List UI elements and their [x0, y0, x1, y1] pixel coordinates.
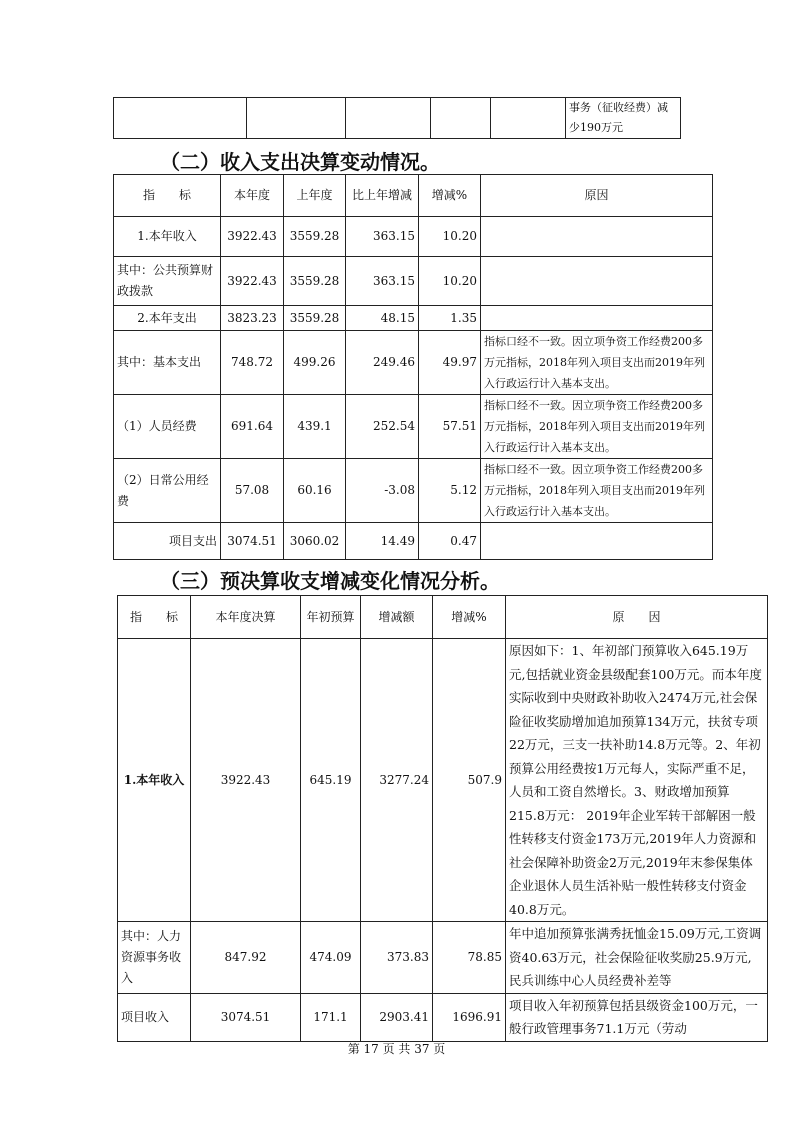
header-cell: 增减% [433, 596, 506, 639]
header-cell: 指 标 [114, 175, 221, 217]
table-row: 2.本年支出 3823.23 3559.28 48.15 1.35 [114, 306, 713, 331]
table-row: 1.本年收入 3922.43 3559.28 363.15 10.20 [114, 217, 713, 257]
page-number: 第 17 页 共 37 页 [347, 1042, 446, 1056]
table-row: 其中：基本支出 748.72 499.26 249.46 49.97 指标口经不一致。因立项争资工作经费200多万元指标，2018年列入项目支出而2019年列入行政运行计入基本支出。 [114, 331, 713, 395]
table-row: 项目支出 3074.51 3060.02 14.49 0.47 [114, 523, 713, 560]
header-cell: 增减额 [361, 596, 433, 639]
table-row [114, 98, 681, 139]
table-row: 其中：人力资源事务收入 847.92 474.09 373.83 78.85 年中追加预算张满秀抚恤金15.09万元,工资调资40.63万元，社会保险征收奖励25.9万元,民兵训练中心人员经费补差等 [118, 922, 768, 994]
section-heading: （三）预决算收支增减变化情况分析。 [160, 569, 500, 593]
section-heading: （二）收入支出决算变动情况。 [160, 150, 440, 174]
reason-cell: 事务（征收经费）减少190万元 [566, 98, 681, 139]
budget-final-variance-table [117, 595, 768, 1042]
header-cell: 本年度 [221, 175, 284, 217]
table-row: （1）人员经费 691.64 439.1 252.54 57.51 指标口经不一致。因立项争资工作经费200多万元指标，2018年列入项目支出而2019年列入行政运行计入基本支出。 [114, 395, 713, 459]
header-cell: 原 因 [506, 596, 768, 639]
table-row: （2）日常公用经费 57.08 60.16 -3.08 5.12 指标口经不一致。因立项争资工作经费200多万元指标，2018年列入项目支出而2019年列入行政运行计入基本支出。 [114, 459, 713, 523]
header-cell: 原因 [481, 175, 713, 217]
header-cell: 年初预算 [301, 596, 361, 639]
table-row: 其中：公共预算财政拨款 3922.43 3559.28 363.15 10.20 [114, 257, 713, 306]
table-row: 项目收入 3074.51 171.1 2903.41 1696.91 项目收入年初预算包括县级资金100万元，一般行政管理事务71.1万元（劳动 [118, 993, 768, 1041]
income-expense-change-table [113, 174, 713, 560]
header-cell: 上年度 [284, 175, 346, 217]
header-cell: 比上年增减 [346, 175, 419, 217]
table-header-row [118, 596, 768, 639]
header-cell: 增减% [419, 175, 481, 217]
table-row: 1.本年收入 3922.43 645.19 3277.24 507.9 原因如下：1、年初部门预算收入645.19万元,包括就业资金县级配套100万元。而本年度实际收到中央财政补助收入2474万元,社会保险征收奖励增加追加预算134万元，扶贫专项22万元，三支一扶补助14.8万元等。2、年初预算公用经费按1万元每人，实际严重不足，人员和工资自然增长。3、财政增加预算215.8万元： 2019年企业军转干部解困一般性转移支付资金173万元,2019年人力资源和社会保障补助资金2万元,2019年末参保集体企业退休人员生活补贴一般性转移支付资金40.8万元。 [118, 639, 768, 922]
header-cell: 指 标 [118, 596, 191, 639]
table-header-row [114, 175, 713, 217]
header-cell: 本年度决算 [191, 596, 301, 639]
continued-table [113, 97, 681, 139]
